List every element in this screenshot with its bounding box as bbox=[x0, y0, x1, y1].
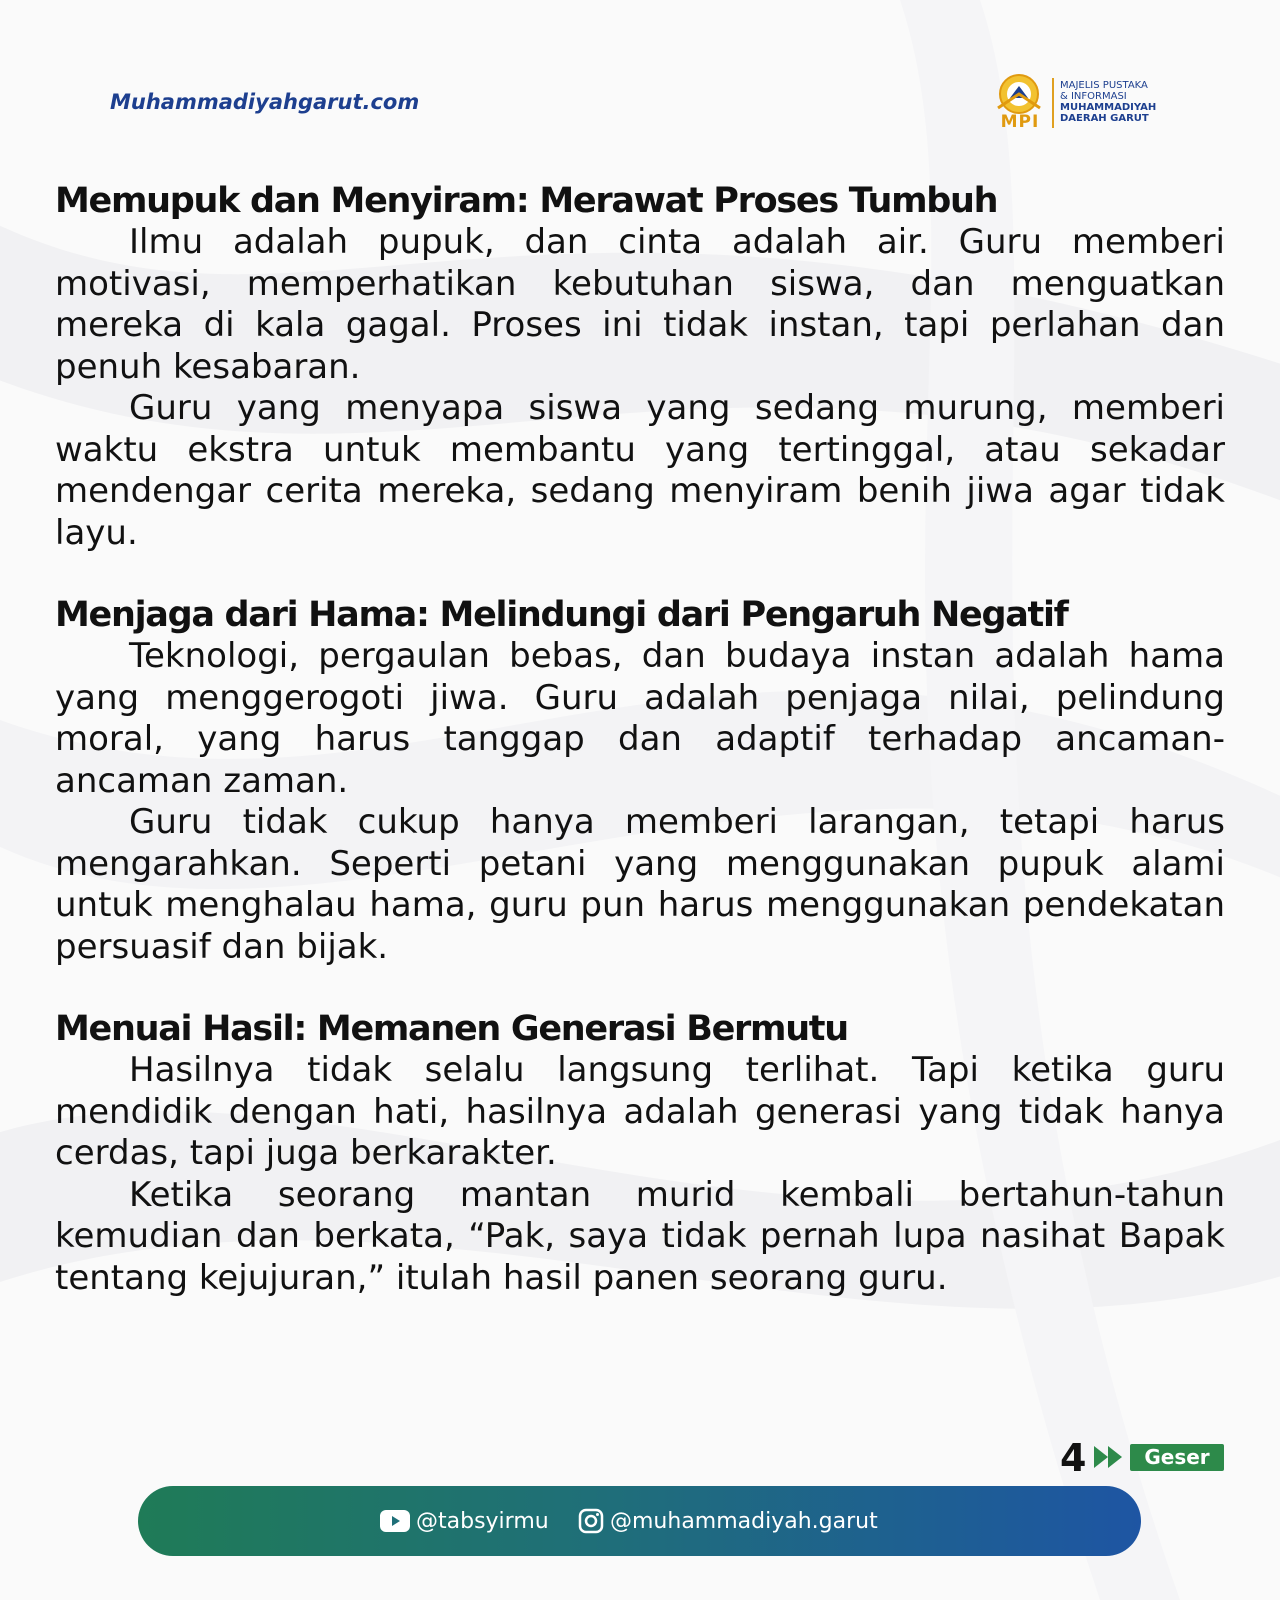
instagram-icon bbox=[578, 1508, 604, 1534]
section-spacer bbox=[55, 554, 1225, 594]
paragraph: Teknologi, pergaulan bebas, dan budaya instan adalah hama yang menggerogoti jiwa. Guru adalah penjaga nilai, pelindung moral, yang harus tanggap dan adaptif terhadap ancaman-ancaman zaman. bbox=[55, 636, 1225, 801]
article-body bbox=[55, 180, 1225, 1299]
paragraph: Ketika seorang mantan murid kembali bertahun-tahun kemudian dan berkata, “Pak, saya tidak pernah lupa nasihat Bapak tentang kejujuran,” itulah hasil panen seorang guru. bbox=[55, 1174, 1225, 1298]
instagram-handle-link[interactable] bbox=[578, 1486, 878, 1556]
logo-line-1: MAJELIS PUSTAKA bbox=[1060, 80, 1148, 91]
paragraph: Guru yang menyapa siswa yang sedang murung, memberi waktu ekstra untuk membantu yang tertinggal, atau sekadar mendengar cerita mereka, sedang menyiram benih jiwa agar tidak layu. bbox=[55, 388, 1225, 553]
paragraph: Guru tidak cukup hanya memberi larangan, tetapi harus mengarahkan. Seperti petani yang menggunakan pupuk alami untuk menghalau hama, guru pun harus menggunakan pendekatan persuasif dan bijak. bbox=[55, 802, 1225, 967]
instagram-handle: @muhammadiyah.garut bbox=[610, 1508, 878, 1534]
paragraph: Ilmu adalah pupuk, dan cinta adalah air. Guru memberi motivasi, memperhatikan kebutuhan siswa, dan menguatkan mereka di kala gagal. Proses ini tidak instan, tapi perlahan dan penuh kesabaran. bbox=[55, 222, 1225, 387]
section-heading: Menjaga dari Hama: Melindungi dari Pengaruh Negatif bbox=[55, 595, 1068, 635]
next-page-button[interactable]: Geser bbox=[1130, 1444, 1224, 1471]
section-heading: Memupuk dan Menyiram: Merawat Proses Tumbuh bbox=[55, 181, 998, 221]
footer-social-bar bbox=[138, 1486, 1141, 1556]
section-heading: Menuai Hasil: Memanen Generasi Bermutu bbox=[55, 1009, 848, 1049]
youtube-handle-link[interactable] bbox=[380, 1486, 549, 1556]
paragraph: Hasilnya tidak selalu langsung terlihat. Tapi ketika guru mendidik dengan hati, hasilnya adalah generasi yang tidak hanya cerdas, tapi juga berkarakter. bbox=[55, 1050, 1225, 1173]
logo-line-4: DAERAH GARUT bbox=[1060, 113, 1149, 124]
logo-emblem-label: MPI bbox=[1000, 112, 1040, 132]
logo-text bbox=[1060, 80, 1190, 124]
double-chevron-right-icon bbox=[1092, 1444, 1128, 1470]
mpi-logo bbox=[990, 72, 1190, 134]
site-url[interactable]: Muhammadiyahgarut.com bbox=[110, 90, 420, 114]
logo-line-2: & INFORMASI bbox=[1060, 91, 1127, 102]
youtube-icon bbox=[380, 1510, 410, 1532]
youtube-handle: @tabsyirmu bbox=[416, 1508, 549, 1534]
logo-divider bbox=[1052, 78, 1054, 128]
page-number: 4 bbox=[1060, 1436, 1087, 1480]
section-spacer bbox=[55, 968, 1225, 1008]
logo-line-3: MUHAMMADIYAH bbox=[1060, 102, 1157, 113]
